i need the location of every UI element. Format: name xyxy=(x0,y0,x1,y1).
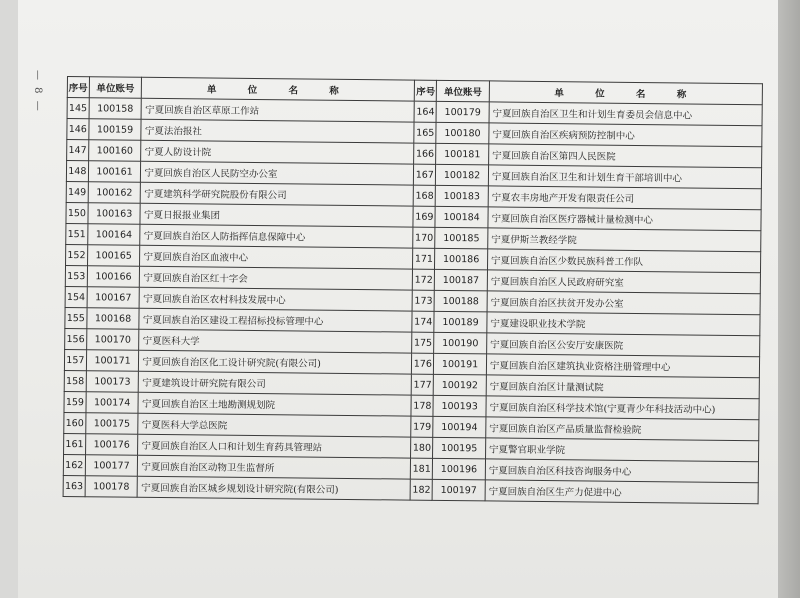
row-number: 163 xyxy=(63,475,85,496)
row-number: 176 xyxy=(412,353,434,374)
unit-name: 宁夏法治报社 xyxy=(141,119,414,143)
unit-name: 宁夏建设职业技术学院 xyxy=(487,312,760,336)
unit-name: 宁夏医科大学 xyxy=(139,329,412,353)
row-number: 161 xyxy=(64,433,86,454)
header-no: 序号 xyxy=(415,80,437,101)
row-number: 153 xyxy=(65,265,87,286)
unit-name: 宁夏回族自治区人防指挥信息保障中心 xyxy=(140,224,413,248)
account-number: 100191 xyxy=(434,353,487,375)
row-number: 175 xyxy=(412,332,434,353)
account-number: 100165 xyxy=(87,245,140,267)
row-number: 152 xyxy=(66,244,88,265)
row-number: 165 xyxy=(414,122,436,143)
row-number: 180 xyxy=(411,437,433,458)
header-unit-name: 单 位 名 称 xyxy=(489,81,762,105)
row-number: 158 xyxy=(64,370,86,391)
account-number: 100186 xyxy=(435,248,488,270)
account-number: 100188 xyxy=(434,290,487,312)
account-number: 100161 xyxy=(88,161,141,183)
unit-name: 宁夏回族自治区血液中心 xyxy=(140,245,413,269)
account-number: 100176 xyxy=(85,434,138,456)
unit-name: 宁夏回族自治区建筑执业资格注册管理中心 xyxy=(486,354,759,378)
page-edge-shadow xyxy=(778,0,800,598)
account-number: 100197 xyxy=(432,479,485,501)
account-number: 100187 xyxy=(434,269,487,291)
row-number: 167 xyxy=(414,164,436,185)
unit-name: 宁夏回族自治区人民政府研究室 xyxy=(487,270,760,294)
row-number: 150 xyxy=(66,202,88,223)
unit-name: 宁夏建筑科学研究院股份有限公司 xyxy=(141,182,414,206)
row-number: 169 xyxy=(413,206,435,227)
account-number: 100168 xyxy=(87,308,140,330)
row-number: 157 xyxy=(64,349,86,370)
account-number: 100195 xyxy=(433,437,486,459)
unit-name: 宁夏回族自治区城乡规划设计研究院(有限公司) xyxy=(138,476,411,500)
row-number: 149 xyxy=(66,181,88,202)
unit-name: 宁夏伊斯兰教经学院 xyxy=(488,228,761,252)
unit-name: 宁夏回族自治区红十字会 xyxy=(140,266,413,290)
unit-name: 宁夏回族自治区卫生和计划生育干部培训中心 xyxy=(488,165,761,189)
unit-name: 宁夏回族自治区科学技术馆(宁夏青少年科技活动中心) xyxy=(486,396,759,420)
unit-name: 宁夏回族自治区公安厅安康医院 xyxy=(487,333,760,357)
unit-name: 宁夏回族自治区化工设计研究院(有限公司) xyxy=(139,350,412,374)
account-number: 100183 xyxy=(435,185,488,207)
row-number: 162 xyxy=(63,454,85,475)
row-number: 154 xyxy=(65,286,87,307)
account-number: 100181 xyxy=(436,143,489,165)
account-number: 100175 xyxy=(85,413,138,435)
account-number: 100171 xyxy=(86,350,139,372)
unit-name: 宁夏回族自治区第四人民医院 xyxy=(489,144,762,168)
account-number: 100184 xyxy=(435,206,488,228)
unit-name: 宁夏日报报业集团 xyxy=(140,203,413,227)
unit-name: 宁夏回族自治区草原工作站 xyxy=(142,98,415,122)
row-number: 181 xyxy=(411,458,433,479)
row-number: 145 xyxy=(67,98,89,119)
unit-name: 宁夏农丰房地产开发有限责任公司 xyxy=(488,186,761,210)
unit-name: 宁夏回族自治区人民防空办公室 xyxy=(141,161,414,185)
account-number: 100166 xyxy=(87,266,140,288)
unit-name: 宁夏警官职业学院 xyxy=(485,438,758,462)
row-number: 168 xyxy=(414,185,436,206)
account-number: 100178 xyxy=(85,476,138,498)
unit-name: 宁夏回族自治区人口和计划生育药具管理站 xyxy=(138,434,411,458)
account-number: 100189 xyxy=(434,311,487,333)
account-number: 100179 xyxy=(436,101,489,123)
unit-name: 宁夏回族自治区农村科技发展中心 xyxy=(140,287,413,311)
unit-name: 宁夏回族自治区扶贫开发办公室 xyxy=(487,291,760,315)
unit-name: 宁夏回族自治区医疗器械计量检测中心 xyxy=(488,207,761,231)
account-number: 100167 xyxy=(87,287,140,309)
account-number: 100170 xyxy=(86,329,139,351)
account-number: 100190 xyxy=(434,332,487,354)
unit-name: 宁夏建筑设计研究院有限公司 xyxy=(139,371,412,395)
account-number: 100185 xyxy=(435,227,488,249)
row-number: 156 xyxy=(65,328,87,349)
unit-account-table xyxy=(63,76,763,504)
account-number: 100159 xyxy=(89,119,142,141)
account-number: 100162 xyxy=(88,182,141,204)
row-number: 182 xyxy=(411,479,433,500)
row-number: 170 xyxy=(413,227,435,248)
row-number: 179 xyxy=(411,416,433,437)
account-number: 100160 xyxy=(88,140,141,162)
unit-name: 宁夏回族自治区动物卫生监督所 xyxy=(138,455,411,479)
unit-name: 宁夏人防设计院 xyxy=(141,140,414,164)
unit-name: 宁夏回族自治区卫生和计划生育委员会信息中心 xyxy=(489,102,762,126)
unit-name: 宁夏回族自治区疾病预防控制中心 xyxy=(489,123,762,147)
unit-name: 宁夏回族自治区科技咨询服务中心 xyxy=(485,459,758,483)
row-number: 172 xyxy=(413,269,435,290)
row-number: 147 xyxy=(67,140,89,161)
row-number: 164 xyxy=(415,101,437,122)
account-number: 100182 xyxy=(436,164,489,186)
account-number: 100177 xyxy=(85,455,138,477)
row-number: 155 xyxy=(65,307,87,328)
row-number: 148 xyxy=(66,161,88,182)
account-number: 100192 xyxy=(433,374,486,396)
row-number: 173 xyxy=(413,290,435,311)
unit-name: 宁夏回族自治区计量测试院 xyxy=(486,375,759,399)
row-number: 178 xyxy=(411,395,433,416)
header-account: 单位账号 xyxy=(436,80,489,102)
account-number: 100158 xyxy=(89,98,142,120)
row-number: 177 xyxy=(412,374,434,395)
account-number: 100173 xyxy=(86,371,139,393)
account-number: 100164 xyxy=(87,224,140,246)
page-number-marker: — 8 — xyxy=(32,70,43,113)
table-body xyxy=(63,98,762,504)
account-number: 100174 xyxy=(86,392,139,414)
account-number: 100196 xyxy=(432,458,485,480)
account-number: 100180 xyxy=(436,122,489,144)
unit-name: 宁夏回族自治区产品质量监督检验院 xyxy=(486,417,759,441)
account-number: 100163 xyxy=(88,203,141,225)
row-number: 159 xyxy=(64,391,86,412)
account-number: 100193 xyxy=(433,395,486,417)
row-number: 146 xyxy=(67,119,89,140)
unit-name: 宁夏医科大学总医院 xyxy=(138,413,411,437)
header-account: 单位账号 xyxy=(89,77,142,99)
row-number: 174 xyxy=(412,311,434,332)
row-number: 166 xyxy=(414,143,436,164)
unit-name: 宁夏回族自治区生产力促进中心 xyxy=(485,480,758,504)
unit-name: 宁夏回族自治区土地勘测规划院 xyxy=(138,392,411,416)
header-unit-name: 单 位 名 称 xyxy=(142,77,415,101)
account-number: 100194 xyxy=(433,416,486,438)
unit-name: 宁夏回族自治区少数民族科普工作队 xyxy=(487,249,760,273)
row-number: 160 xyxy=(64,412,86,433)
header-no: 序号 xyxy=(67,77,89,98)
unit-name: 宁夏回族自治区建设工程招标投标管理中心 xyxy=(139,308,412,332)
row-number: 151 xyxy=(66,223,88,244)
row-number: 171 xyxy=(413,248,435,269)
